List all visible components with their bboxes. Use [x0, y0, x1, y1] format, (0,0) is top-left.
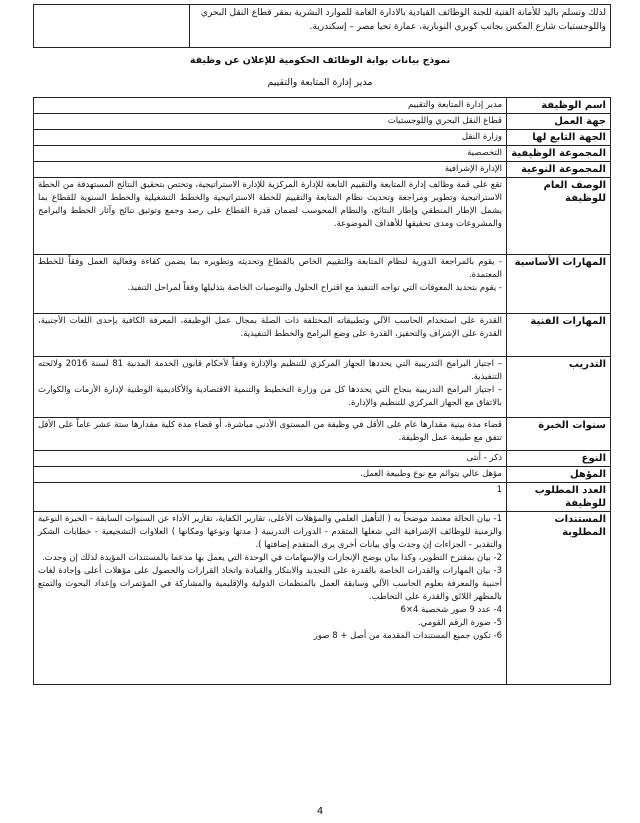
value-paragraph: 4- عدد 9 صور شخصية 4×6	[400, 605, 502, 615]
table-row	[34, 130, 611, 146]
row-value	[34, 357, 507, 418]
value-paragraph: تقع على قمة وظائف إدارة المتابعة والتقييم التابعة للإدارة المركزية للإدارة الاستراتيجية، وتختص بتحقيق النتائج المستهدفة من الخطة الاستراتيجية وتطوير ومراجعة وتحديث نظام المتابعة والتقييم للخطة الاستراتيجية والخطط التشغيلية والخطط السنوية للقطاع بما يشمل الإطار المنطقي وإطار النتائج، والنظام المحوسب لضمان قدرة القطاع على رصد وجمع وتوثيق نتائج وآثار الخطط والبرامج والمشروعات ومدى تحقيقها للأهداف الموضوعة.	[38, 180, 502, 229]
row-label: المجموعة الوظيفية	[507, 146, 611, 162]
value-paragraph: - يقوم بتحديد المعوقات التي تواجه التنفيذ مع اقتراح الحلول والتوصيات الخاصة بتذليلها وفقاً لمراحل التنفيذ.	[127, 283, 502, 293]
row-label: اسم الوظيفة	[507, 98, 611, 114]
row-label: المستندات المطلوبة	[507, 512, 611, 685]
row-value	[34, 451, 507, 467]
row-value	[34, 130, 507, 146]
table-row	[34, 483, 611, 512]
table-row	[34, 162, 611, 178]
value-paragraph: 5- صورة الرقم القومي.	[417, 618, 502, 628]
value-paragraph: وزارة النقل	[461, 132, 502, 142]
row-label: سنوات الخبرة	[507, 418, 611, 451]
top-note-text: لذلك وتسلم باليد للأمانة الفنية للجنة الوظائف القيادية بالادارة العامة للموارد البشرية بمقر قطاع النقل البحري واللوجستيات شارع المكس بجانب كوبري النوبارية، عمارة تحيا مصر – إسكندرية.	[189, 5, 610, 48]
value-paragraph: قطاع النقل البحري واللوجستيات	[387, 116, 502, 126]
value-paragraph: ذكر - أنثى	[466, 453, 502, 463]
table-row	[34, 451, 611, 467]
row-value	[34, 512, 507, 685]
row-value	[34, 146, 507, 162]
value-paragraph: مدير إدارة المتابعة والتقييم	[408, 100, 502, 110]
table-row	[34, 98, 611, 114]
table-row	[34, 146, 611, 162]
row-label: المؤهل	[507, 467, 611, 483]
form-subtitle: نموذج بيانات بوابة الوظائف الحكومية للإعلان عن وظيفة	[189, 55, 451, 66]
row-value	[34, 255, 507, 314]
table-row	[34, 114, 611, 130]
row-value	[34, 467, 507, 483]
page-number: 4	[316, 806, 324, 817]
top-note-empty-cell	[34, 5, 190, 48]
row-label: الجهة التابع لها	[507, 130, 611, 146]
table-row	[34, 418, 611, 451]
value-paragraph: 2- بيان بمقترح التطوير، وكذا بيان يوضح الإنجازات والإسهامات في الوحدة التي يعمل بها مدعما بالمستندات المؤيدة لذلك إن وجدت.	[41, 553, 502, 563]
row-label: النوع	[507, 451, 611, 467]
row-value	[34, 98, 507, 114]
value-paragraph: - يقوم بالمراجعة الدورية لنظام المتابعة والتقييم الخاص بالقطاع وتحديثه وتطويره بما يضمن كفاءة وفعالية العمل وفقاً للخطط المعتمدة.	[38, 257, 502, 280]
value-paragraph: مؤهل عالي يتوائم مع نوع وطبيعة العمل.	[360, 469, 502, 479]
value-paragraph: 1- بيان الحالة معتمد موضحاً به ( التأهيل العلمي والمؤهلات الأعلى، تقارير الكفاية، تقارير الأداء عن السنوات السابقة - الخبرة النوعية والزمنية للوظائف الإشرافية التي شغلها المتقدم - الدورات التدريبية ( مدتها ونوعها ومكانها ) العلاوات التشجيعية - خطابات الشكر والتقدير - الجزاءات إن وجدت وأي بيانات أخرى يرى المتقدم إضافتها ).	[38, 514, 502, 550]
table-row	[34, 357, 611, 418]
value-paragraph: – اجتياز البرامج التدريبية التي يحددها الجهاز المركزي للتنظيم والإدارة وفقاً لأحكام قانون الخدمة المدنية 81 لسنة 2016 ولائحته التنفيذية.	[38, 359, 502, 382]
row-value	[34, 314, 507, 357]
value-paragraph: – اجتياز البرامج التدريبية بنجاح التي يحددها كل من وزارة التخطيط والتنمية الاقتصادية والأكاديمية الوطنية لإدارة الأزمات والكوارث بالاتفاق مع الجهاز المركزي للتنظيم والإدارة.	[38, 385, 502, 408]
table-row	[34, 467, 611, 483]
row-label: المهارات الأساسية	[507, 255, 611, 314]
row-label: المجموعة النوعية	[507, 162, 611, 178]
top-note-table	[33, 4, 611, 48]
job-details-table	[33, 97, 611, 685]
value-paragraph: 1	[496, 485, 502, 495]
value-paragraph: 3- بيان المهارات والقدرات الخاصة بالقدرة على التجديد والابتكار والقيادة واتخاذ القرارات والحصول على مؤهلات أعلى وإجادة لغات أجنبية والمعرفة بعلوم الحاسب الآلي وسابقة العمل بالمنظمات الدولية والإقليمية والمشاركة في المؤتمرات وإعداد البحوث والتمتع بالمظهر اللائق والقدرة على التخاطب.	[38, 566, 502, 602]
row-label: المهارات الفنية	[507, 314, 611, 357]
row-label: التدريب	[507, 357, 611, 418]
row-value	[34, 114, 507, 130]
row-value	[34, 162, 507, 178]
table-row	[34, 512, 611, 685]
value-paragraph: 6- تكون جميع المستندات المقدمة من أصل + 8 صور	[313, 631, 502, 641]
value-paragraph: التخصصية	[467, 148, 502, 158]
row-label: العدد المطلوب للوظيفة	[507, 483, 611, 512]
value-paragraph: القدرة على استخدام الحاسب الآلي وتطبيقاته المختلفة ذات الصلة بمجال عمل الوظيفة، المعرفة الكافية بإحدى اللغات الأجنبية، القدرة على الإشراف والتحفيز، القدرة على وضع البرامج والخطط التنفيذية.	[38, 316, 502, 339]
row-value	[34, 178, 507, 255]
table-row	[34, 314, 611, 357]
table-row	[34, 178, 611, 255]
job-title-heading: مدير إدارة المتابعة والتقييم	[267, 77, 373, 88]
value-paragraph: قضاء مدة بينية مقدارها عام على الأقل في وظيفة من المستوى الأدنى مباشرة، أو قضاء مدة كلية مقدارها ستة عشر عاماً على الأقل تتفق مع طبيعة عمل الوظيفة.	[38, 420, 502, 443]
row-label: الوصف العام للوظيفة	[507, 178, 611, 255]
value-paragraph: الإدارة الإشرافية	[444, 164, 502, 174]
row-value	[34, 483, 507, 512]
row-value	[34, 418, 507, 451]
table-row	[34, 255, 611, 314]
row-label: جهة العمل	[507, 114, 611, 130]
